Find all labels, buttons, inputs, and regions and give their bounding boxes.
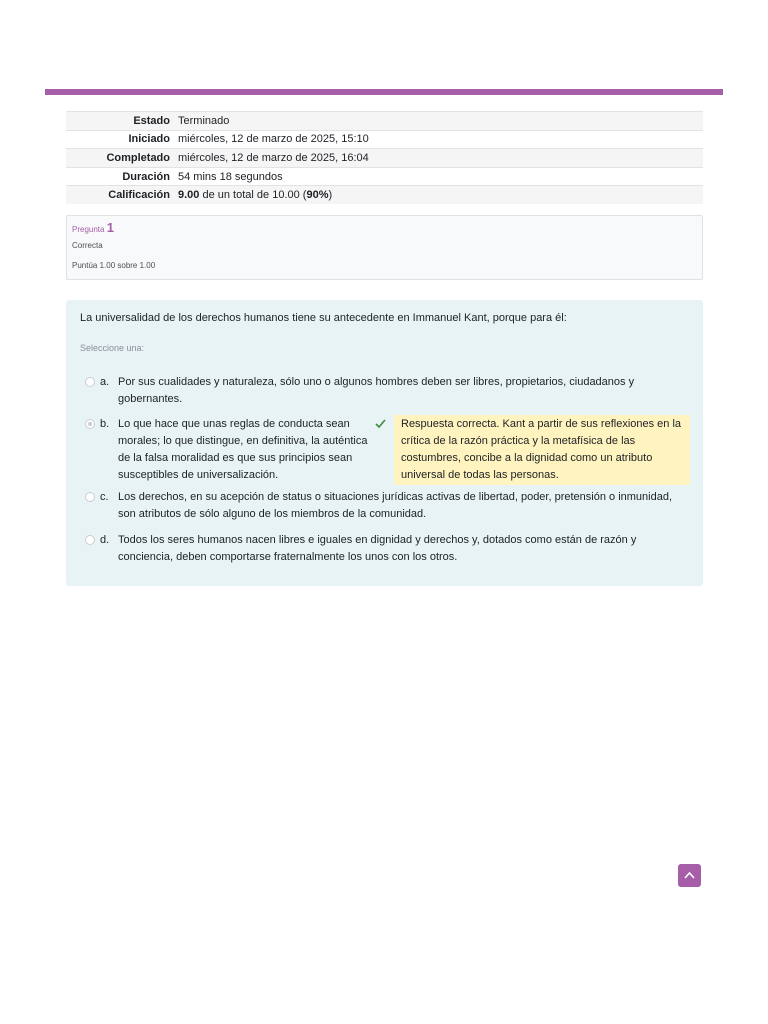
summary-row-completed — [66, 149, 703, 168]
answer-letter: a. — [100, 376, 110, 388]
question-grade: Puntúa 1.00 sobre 1.00 — [72, 261, 156, 270]
header-accent-bar — [45, 89, 723, 95]
summary-row-state — [66, 112, 703, 131]
answer-feedback: Respuesta correcta. Kant a partir de sus reflexiones en la crítica de la razón práctica y la metafísica de las costumbres, concibe a la dignidad como un atributo universal de todas las personas. — [394, 415, 690, 485]
radio-button[interactable] — [85, 535, 95, 545]
grade-total: de un total de 10.00 ( — [199, 189, 307, 202]
answer-letter: b. — [100, 418, 110, 430]
question-text: La universalidad de los derechos humanos tiene su antecedente en Immanuel Kant, porque para él: — [80, 312, 567, 324]
question-state: Correcta — [72, 241, 103, 250]
summary-row-duration — [66, 167, 703, 186]
question-info-box — [66, 215, 703, 280]
radio-button[interactable] — [85, 377, 95, 387]
summary-label: Calificación — [66, 186, 174, 205]
check-icon — [375, 416, 386, 433]
summary-row-started — [66, 130, 703, 149]
summary-value: Terminado — [174, 112, 703, 131]
question-content — [66, 300, 703, 586]
question-prefix: Pregunta — [72, 225, 105, 234]
back-to-top-button[interactable] — [678, 864, 701, 887]
grade-percent: 90% — [306, 189, 329, 202]
summary-row-grade — [66, 186, 703, 205]
grade-close: ) — [328, 189, 333, 202]
answer-text: Lo que hace que unas reglas de conducta sean morales; lo que distingue, en definitiva, la auténtica de la falsa moralidad es que sus principios sean susceptibles de universalización. — [118, 418, 368, 481]
radio-button-selected[interactable] — [85, 419, 95, 429]
grade-score: 9.00 — [178, 189, 200, 202]
summary-value: miércoles, 12 de marzo de 2025, 15:10 — [174, 130, 703, 149]
answer-text: Por sus cualidades y naturaleza, sólo uno o algunos hombres deben ser libres, propietarios, ciudadanos y gobernantes. — [118, 376, 635, 405]
summary-label: Iniciado — [66, 130, 174, 149]
answer-text: Todos los seres humanos nacen libres e iguales en dignidad y derechos y, dotados como están de razón y conciencia, deben comportarse fraternalmente los unos con los otros. — [118, 534, 637, 563]
radio-button[interactable] — [85, 492, 95, 502]
question-number-value: 1 — [106, 220, 114, 235]
summary-value: 54 mins 18 segundos — [174, 167, 703, 186]
answer-text: Los derechos, en su acepción de status o situaciones jurídicas activas de libertad, poder, pretensión o inmunidad, son atributos de sólo alguno de los miembros de la comunidad. — [118, 491, 673, 520]
chevron-up-icon — [684, 871, 695, 879]
summary-label: Completado — [66, 149, 174, 168]
summary-label: Estado — [66, 112, 174, 131]
select-prompt: Seleccione una: — [80, 343, 145, 353]
summary-label: Duración — [66, 167, 174, 186]
answer-letter: c. — [100, 491, 109, 503]
question-number — [72, 221, 697, 237]
answer-letter: d. — [100, 534, 110, 546]
summary-value: miércoles, 12 de marzo de 2025, 16:04 — [174, 149, 703, 168]
summary-grade-value — [174, 186, 703, 205]
attempt-summary-table — [66, 111, 703, 204]
